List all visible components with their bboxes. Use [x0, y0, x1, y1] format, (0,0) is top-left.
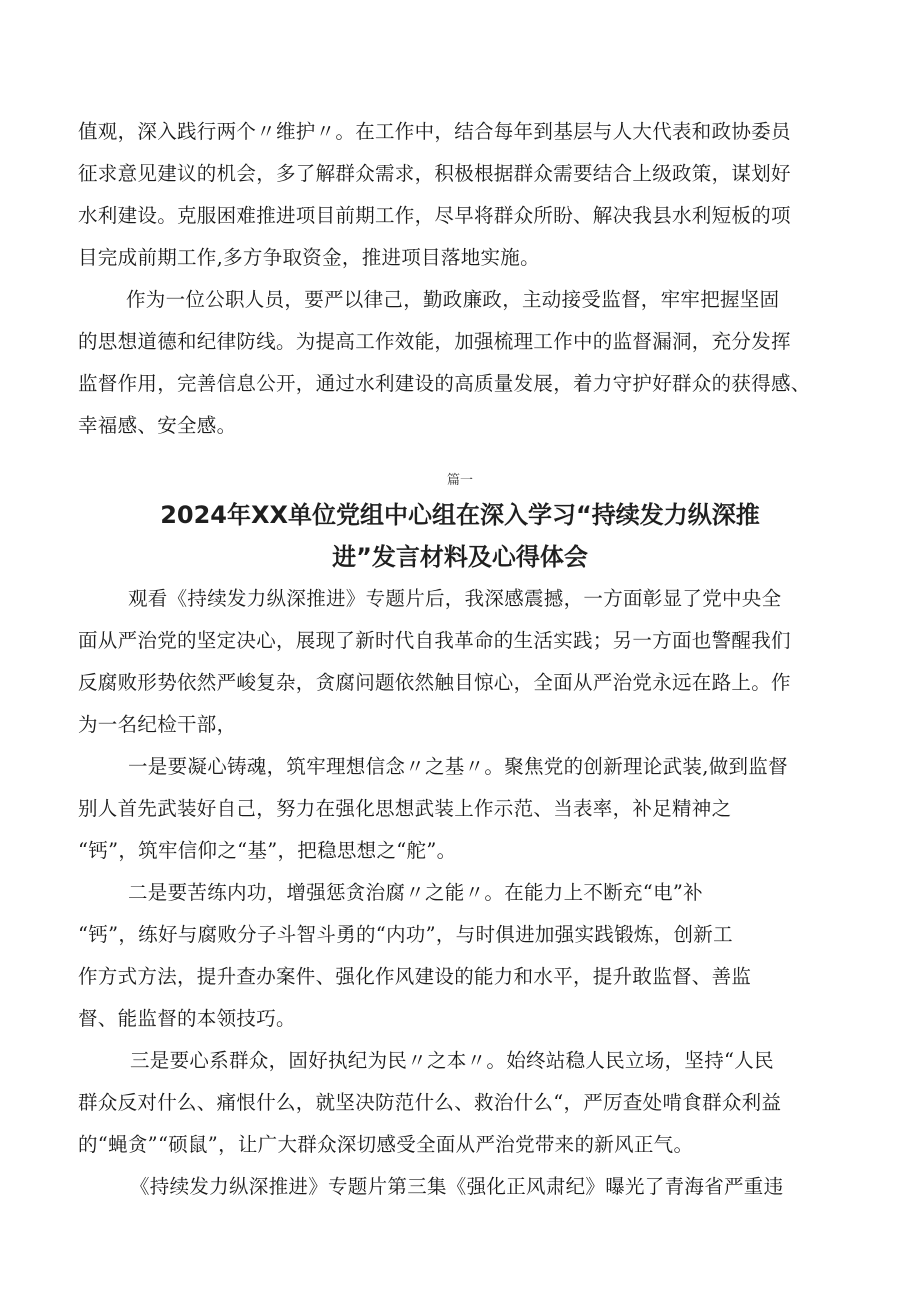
paragraph-line: 征求意见建议的机会，多了解群众需求，积极根据群众需要结合上级政策，谋划好 [78, 162, 791, 185]
paragraph-line: 幸福感、安全感。 [78, 414, 237, 437]
paragraph-line: 的“蝇贪”“硕鼠”，让广大群众深切感受全面从严治党带来的新风正气。 [78, 1133, 694, 1156]
paragraph-line: 观看《持续发力纵深推进》专题片后，我深感震撼，一方面彰显了党中央全 [128, 587, 782, 610]
paragraph-line: 别人首先武装好自己，努力在强化思想武装上作示范、当表率，补足精神之 [78, 797, 732, 820]
paragraph-line: 值观，深入践行两个〃维护〃。在工作中，结合每年到基层与人大代表和政协委员 [78, 120, 791, 143]
paragraph-line: 作方式方法，提升查办案件、强化作风建设的能力和水平，提升敢监督、善监 [78, 965, 752, 988]
document-title-line-2: 进”发言材料及心得体会 [332, 543, 588, 571]
paragraph-line: 监督作用，完善信息公开，通过水利建设的高质量发展，着力守护好群众的获得感、 [78, 372, 811, 395]
paragraph-line: “钙”，筑牢信仰之“基”，把稳思想之“舵”。 [78, 839, 457, 862]
paragraph-line: 一是要凝心铸魂，筑牢理想信念〃之基〃。聚焦党的创新理论武装,做到监督 [128, 755, 788, 778]
paragraph-line: 的思想道德和纪律防线。为提高工作效能，加强梳理工作中的监督漏洞，充分发挥 [78, 330, 791, 353]
section-label: 篇一 [446, 473, 473, 488]
paragraph-line: 《持续发力纵深推进》专题片第三集《强化正风肃纪》曝光了青海省严重违 [130, 1175, 784, 1198]
paragraph-line: 目完成前期工作,多方争取资金，推进项目落地实施。 [78, 246, 540, 269]
paragraph-line: 作为一位公职人员，要严以律己，勤政廉政，主动接受监督，牢牢把握坚固 [126, 288, 780, 311]
document-title-line-1: 2024年XX单位党组中心组在深入学习“持续发力纵深推 [160, 501, 760, 529]
paragraph-line: 反腐败形势依然严峻复杂，贪腐问题依然触目惊心，全面从严治党永远在路上。作 [78, 671, 791, 694]
paragraph-line: 为一名纪检干部， [78, 713, 237, 736]
paragraph-line: 面从严治党的坚定决心，展现了新时代自我革命的生活实践；另一方面也警醒我们 [78, 629, 791, 652]
paragraph-line: 二是要苦练内功，增强惩贪治腐〃之能〃。在能力上不断充“电”补 [128, 881, 703, 904]
paragraph-line: 督、能监督的本领技巧。 [78, 1007, 296, 1030]
paragraph-line: 群众反对什么、痛恨什么，就坚决防范什么、救治什么“，严厉查处啃食群众利益 [78, 1091, 782, 1114]
paragraph-line: 水利建设。克服困难推进项目前期工作，尽早将群众所盼、解决我县水利短板的项 [78, 204, 791, 227]
paragraph-line: 三是要心系群众，固好执纪为民〃之本〃。始终站稳人民立场，坚持“人民 [130, 1049, 774, 1072]
paragraph-line: “钙”，练好与腐败分子斗智斗勇的“内功”，与时俱进加强实践锻炼，创新工 [78, 923, 733, 946]
